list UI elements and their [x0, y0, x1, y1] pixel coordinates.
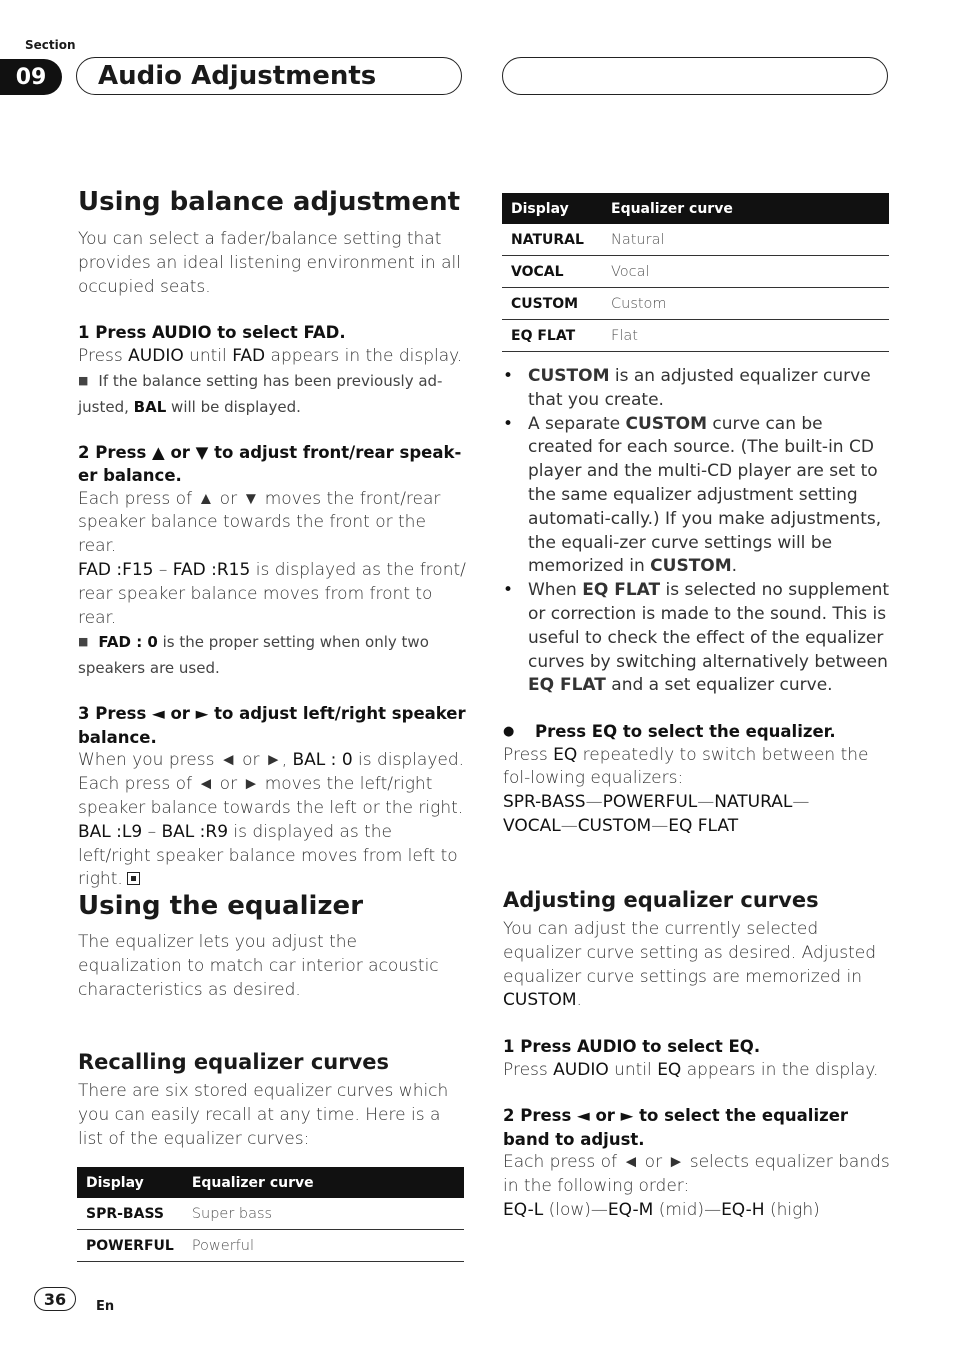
- balance-step2-note: ■ FAD : 0 is the proper setting when only two speakers are used.: [78, 633, 429, 678]
- table-row: CUSTOM Custom: [502, 288, 889, 320]
- chapter-title: Audio Adjustments: [98, 61, 377, 91]
- table-header-curve: Equalizer curve: [183, 1167, 464, 1198]
- table-row: NATURAL Natural: [502, 224, 889, 256]
- page-number: 36: [34, 1287, 76, 1311]
- section-number-badge: 09: [0, 59, 62, 95]
- recall-section: [78, 1049, 466, 1151]
- eq-sequence: SPR-BASS—POWERFUL—NATURAL— VOCAL—CUSTOM—EQ FLAT: [503, 792, 810, 837]
- adjust-intro: You can adjust the currently selected equalizer curve setting as desired. Adjusted equalizer curve settings are memorized in CUSTOM.: [503, 919, 877, 1011]
- balance-title: Using balance adjustment: [78, 187, 461, 217]
- language-code: En: [96, 1299, 115, 1314]
- end-of-section-icon: [127, 872, 140, 885]
- balance-step1-note: ■ If the balance setting has been previously ad-justed, BAL will be displayed.: [78, 371, 443, 416]
- balance-step2-title: 2 Press ▲ or ▼ to adjust front/rear speak-er balance.: [78, 442, 462, 486]
- adjust-step1-body: Press AUDIO until EQ appears in the display.: [503, 1059, 879, 1080]
- equalizer-intro: The equalizer lets you adjust the equalization to match car interior acoustic characteristics as desired.: [78, 932, 439, 1000]
- balance-step1-title: 1 Press AUDIO to select FAD.: [78, 323, 346, 343]
- adjust-step1-title: 1 Press AUDIO to select EQ.: [503, 1037, 761, 1057]
- select-eq-body: Press EQ repeatedly to switch between the fol-lowing equalizers:: [503, 744, 869, 789]
- equalizer-section: [78, 890, 466, 1002]
- table-row: EQ FLAT Flat: [502, 320, 889, 352]
- list-item: • When EQ FLAT is selected no supplement or correction is made to the sound. This is useful to check the effect of the equalizer curves by switching alternatively between EQ FLAT and a set equalizer curve.: [503, 579, 891, 698]
- table-row: VOCAL Vocal: [502, 256, 889, 288]
- header-empty-frame: [502, 57, 888, 95]
- recall-intro: There are six stored equalizer curves which you can easily recall at any time. Here is a list of the equalizer curves:: [78, 1081, 449, 1149]
- eq-table-right: [502, 193, 889, 352]
- balance-step2-body: Each press of ▲ or ▼ moves the front/rear speaker balance towards the front or the rear. FAD :F15 – FAD :R15 is displayed as the front/ rear speaker balance moves from front to rear.: [78, 488, 466, 628]
- band-sequence: EQ-L (low)—EQ-M (mid)—EQ-H (high): [503, 1200, 820, 1221]
- eq-table-left: [77, 1167, 464, 1262]
- equalizer-title: Using the equalizer: [78, 891, 364, 921]
- list-item: • A separate CUSTOM curve can be created for each source. (The built-in CD player and the multi-CD player are set to the same equalizer adjustment setting automati-cally.) If you make adjustments, the equali-zer curve settings will be memorized in CUSTOM.: [503, 413, 891, 580]
- table-header-display: Display: [77, 1167, 183, 1198]
- balance-step3-title: 3 Press ◄ or ► to adjust left/right speaker balance.: [78, 704, 466, 747]
- balance-intro: You can select a fader/balance setting that provides an ideal listening environment in all occupied seats.: [78, 229, 461, 297]
- balance-step3-body: When you press ◄ or ►, BAL : 0 is displayed. Each press of ◄ or ► moves the left/right speaker balance towards the left or the right. BAL :L9 – BAL :R9 is displayed as the left/right speaker balance moves from left to right.: [78, 750, 465, 890]
- table-row: POWERFUL Powerful: [77, 1230, 464, 1262]
- balance-step1-body: Press AUDIO until FAD appears in the display.: [78, 345, 463, 366]
- balance-section: [78, 186, 466, 892]
- adjust-step2-title: 2 Press ◄ or ► to select the equalizer band to adjust.: [503, 1106, 849, 1149]
- table-header-display: Display: [502, 193, 602, 224]
- eq-notes: [503, 365, 891, 839]
- recall-title: Recalling equalizer curves: [78, 1050, 390, 1074]
- table-row: SPR-BASS Super bass: [77, 1198, 464, 1230]
- adjust-title: Adjusting equalizer curves: [503, 888, 819, 912]
- list-item: • CUSTOM is an adjusted equalizer curve that you create.: [503, 365, 891, 413]
- section-label: Section: [25, 38, 76, 52]
- select-eq-step-title: ● Press EQ to select the equalizer.: [503, 720, 891, 744]
- adjust-section: [503, 887, 891, 1223]
- adjust-step2-body: Each press of ◄ or ► selects equalizer bands in the following order:: [503, 1152, 890, 1197]
- table-header-curve: Equalizer curve: [602, 193, 889, 224]
